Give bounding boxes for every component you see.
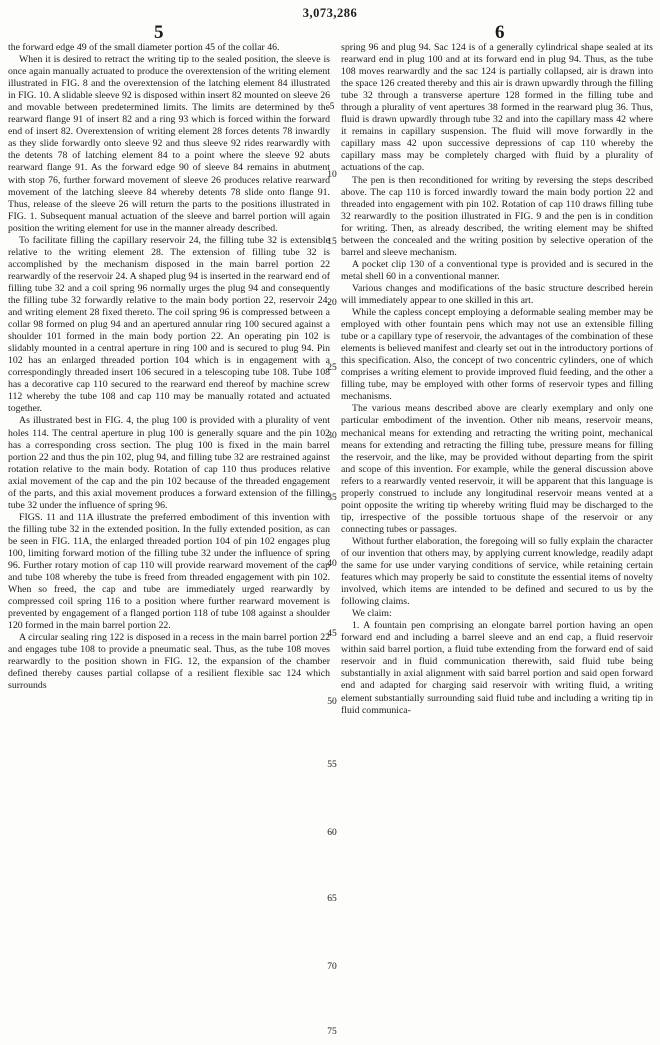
line-number: 50 [327,697,337,707]
line-number: 30 [327,431,337,441]
right-column-number: 6 [495,22,505,43]
line-number: 20 [327,298,337,308]
paragraph: spring 96 and plug 94. Sac 124 is of a generally cylindrical shape sealed at its rearward end in plug 100 and at its forward end in plug 94. Thus, as the tube 108 moves rearwardly and the sac 124 is partially collapsed, air is drawn into the space 126 created thereby and this air is drawn upwardly through the filling tube 32 through a transverse aperture 128 formed in the filling tube and through a plurality of vent apertures 38 formed in the rearward plug 36. Thus, fluid is drawn upwardly through tube 32 and into the capillary mass 42 where it remains in capillary suspension. The fluid will move forwardly in the capillary mass 42 upon successive depressions of cap 110 whereby the capillary mass may be completely charged with fluid by a plurality of actuations of the cap. [341,42,653,174]
paragraph: A pocket clip 130 of a conventional type is provided and is secured in the metal shell 60 in a conventional manner. [341,258,653,282]
paragraph: A circular sealing ring 122 is disposed in a recess in the main barrel portion 22 and engages tube 108 to provide a pneumatic seal. Thus, as the tube 108 moves rearwardly to the position shown in FIG. 12, the expansion of the chamber defined thereby causes partial collapse of a resilient flexible sac 124 which surrounds [8,632,330,692]
paragraph: Without further elaboration, the foregoing will so fully explain the character of our invention that others may, by applying current knowledge, readily adapt the same for use under varying conditions of service, while retaining certain features which may properly be said to constitute the essential items of novelty involved, which items are intended to be defined and secured to us by the following claims. [341,535,653,608]
paragraph: The various means described above are clearly exemplary and only one particular embodiment of the invention. Other nib means, reservoir means, mechanical means for extending and retracting the writing point, mechanical means for extending and retracting the filling tube, pressure means for filling the reservoir, and the like, may be provided without departing from the spirit and scope of this invention. For example, while the general discussion above refers to a rearwardly vented reservoir, it will be apparent that this language is properly construed to include any longitudinal reservoir means vented at a point opposite the writing tip whereby writing fluid may be discharged to the tip, irrespective of the possible tortuous shape of the reservoir or any connecting tubes or passages. [341,403,653,535]
line-number: 75 [327,1027,337,1037]
claims-heading: We claim: [352,608,392,620]
claim-1: 1. A fountain pen comprising an elongate barrel portion having an open forward end and including a barrel sleeve and an end cap, a fluid reservoir within said barrel portion, a fluid tube extending from the forward end of said reservoir and in fluid communication therewith, said fluid tube being substantially in axial alignment with said barrel portion and said open forward end and adapted for charging said reservoir with writing fluid, a writing element substantially surrounding said fluid tube and including a writing tip in fluid communica- [341,620,653,716]
paragraph: the forward edge 49 of the small diameter portion 45 of the collar 46. [8,42,280,53]
line-number: 40 [327,559,337,569]
paragraph: The pen is then reconditioned for writing by reversing the steps described above. The cap 110 is forced inwardly toward the main body portion 22 and threaded into engagement with pin 102. Rotation of cap 110 draws filling tube 32 rearwardly to the position illustrated in FIG. 9 and the pen is in condition for writing. Then, as already described, the writing element may be shifted between the concealed and the writing position by selective operation of the barrel and sleeve mechanism. [341,174,653,258]
line-number: 35 [327,493,337,503]
right-text-column [341,42,653,1040]
line-number: 55 [327,760,337,770]
line-number: 65 [327,894,337,904]
page-header [0,0,660,48]
paragraph: When it is desired to retract the writing tip to the sealed position, the sleeve is once again manually actuated to produce the overextension of the writing element illustrated in FIG. 8 and the overextension of the latching element 84 illustrated in FIG. 10. A slidable sleeve 92 is disposed within insert 82 mounted on sleeve 26 and movable between predetermined limits. The limits are determined by the rearward flange 91 of insert 82 and a ring 93 which is forced within the forward end of insert 82. Overextension of writing element 28 forces detents 78 inwardly as they slide forwardly onto sleeve 92 and thus sleeve 92 rides rearwardly with the detents 78 of latching element 84 to a point where the sleeve 92 abuts rearward flange 91. As the forward edge 90 of sleeve 84 remains in abutment with stop 76, further forward movement of sleeve 26 produces relative rearward movement of the latching sleeve 84 whereby detents 78 slide onto flange 91. Thus, release of the sleeve 26 will return the parts to the positions illustrated in FIG. 1. Subsequent manual actuation of the sleeve and barrel portion will again position the writing element for use in the manner already described. [8,54,330,234]
paragraph: As illustrated best in FIG. 4, the plug 100 is provided with a plurality of vent holes 114. The central aperture in plug 100 is generally square and the pin 102 has a corresponding cross section. The plug 100 is fixed in the main barrel portion 22 and thus the pin 102, plug 94, and filling tube 32 are restrained against rotation relative to the main body. Rotation of cap 110 thus produces relative axial movement of the cap and the pin 102 because of the threaded engagement of the parts, and this axial movement produces a forward extension of the filling tube 32 under the influence of spring 96. [8,415,330,511]
line-number: 70 [327,962,337,972]
left-column-number: 5 [154,22,164,43]
line-number: 60 [327,828,337,838]
line-number-gutter [322,42,342,1040]
line-number: 5 [329,102,335,112]
paragraph: Various changes and modifications of the basic structure described herein will immediately appear to one skilled in this art. [341,282,653,306]
paragraph: While the capless concept employing a deformable sealing member may be employed with other fountain pens which may not use an extensible filling tube or a capillary type of reservoir, the advantages of the combination of these elements is believed manifest and clearly set out in the introductory portions of this specification. Also, the concept of two concentric cylinders, one of which comprises a writing element to provide improved fluid feeding, and the other a filling tube, may be employed with other forms of reservoir types and filling mechanisms. [341,307,653,403]
paragraph: To facilitate filling the capillary reservoir 24, the filling tube 32 is extensible relative to the writing element 28. The extension of filling tube 32 is accomplished by the mechanism disposed in the main barrel portion 22 rearwardly of the reservoir 24. A shaped plug 94 is inserted in the rearward end of filling tube 32 and a coil spring 96 normally urges the plug 94 and consequently the filling tube 32 forwardly relative to the main body portion 22, reservoir 24, and writing element 28 fixed thereto. The coil spring 96 is compressed between a collar 98 formed on plug 94 and an apertured annular ring 100 secured against a shoulder 101 formed in the main body portion 22. An operating pin 102 is slidably mounted in a central aperture in ring 100 and is secured to plug 94. Pin 102 has an enlarged threaded portion 104 which is in engagement with a correspondingly threaded insert 106 secured in a telescoping tube 108. Tube 108 has a decorative cap 110 secured to the rearward end thereof by machine screw 112 whereby the tube 108 and cap 110 may be manually rotated and actuated together. [8,234,330,415]
line-number: 45 [327,629,337,639]
left-text-column [8,42,330,1040]
line-number: 15 [327,237,337,247]
line-number: 25 [327,363,337,373]
line-number: 10 [327,170,337,180]
patent-number: 3,073,286 [302,6,358,20]
paragraph: FIGS. 11 and 11A illustrate the preferred embodiment of this invention with the filling tube 32 in the extended position. In the fully extended position, as can be seen in FIG. 11A, the enlarged threaded portion 104 of pin 102 engages plug 100, limiting forward motion of the filling tube 32 under the influence of spring 96. Further rotary motion of cap 110 will provide rearward movement of the cap and tube 108 whereby the tube is freed from threaded engagement with pin 102. When so freed, the cap and tube are immediately urged rearwardly by compressed coil spring 116 to a position where further rearward movement is prevented by engagement of a flanged portion 118 of tube 108 against a shoulder 120 formed in the main barrel portion 22. [8,511,330,632]
